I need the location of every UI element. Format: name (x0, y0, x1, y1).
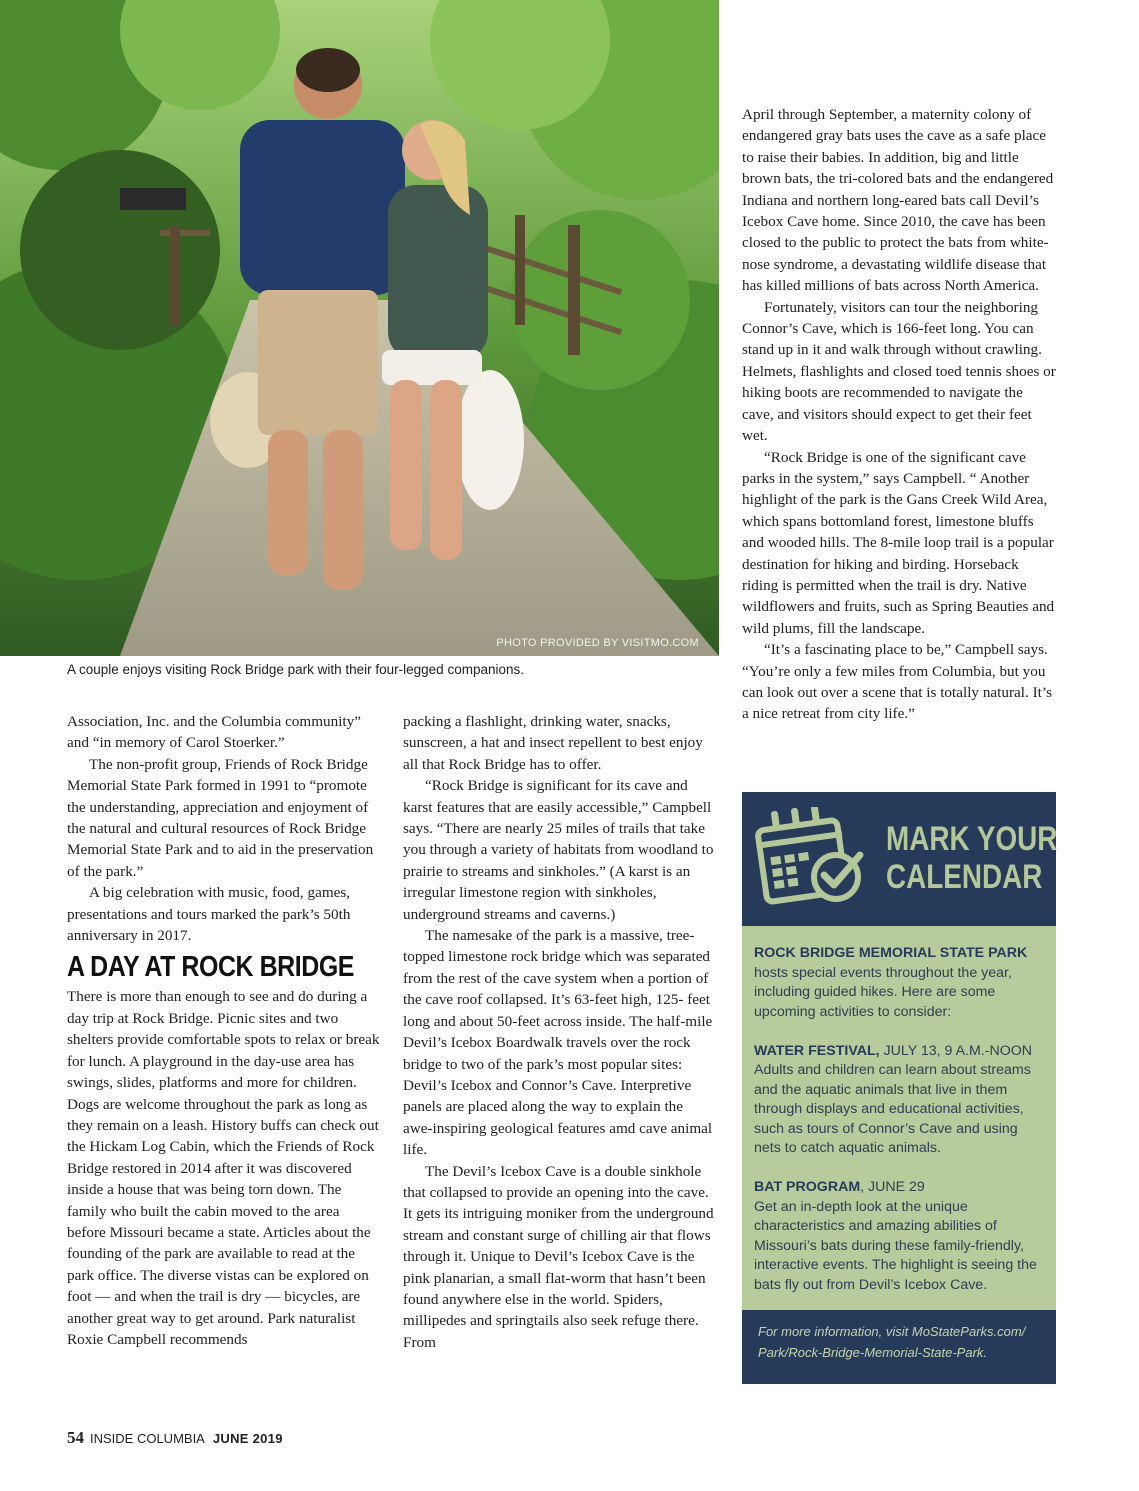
paragraph: “It’s a fascinating place to be,” Campbell says. “You’re only a few miles from Columbia, but you can look out over a scene that is totally natural. It’s a nice retreat from city life.” (742, 641, 1052, 723)
intro-text: hosts special events throughout the year, including guided hikes. Here are some upcoming activities to consider: (754, 964, 1012, 1020)
event-date: , JUNE 29 (860, 1179, 925, 1195)
park-trail-illustration (0, 0, 719, 656)
event-water-festival (754, 1042, 1044, 1159)
more-info-link[interactable]: For more information, visit MoStateParks.com/ (758, 1324, 1026, 1339)
section-heading: A DAY AT ROCK BRIDGE (67, 951, 355, 984)
page-number: 54 (67, 1428, 84, 1447)
sidebar-header (742, 792, 1056, 926)
paragraph: April through September, a maternity colony of endangered gray bats uses the cave as a safe place to raise their babies. In addition, big and little brown bats, the tri-colored bats and the endangered Indiana and northern long-eared bats call Devil’s Icebox Cave home. Since 2010, the cave has been closed to the public to protect the bats from white-nose syndrome, a devastating wildlife disease that has killed millions of bats across North America. (742, 106, 1054, 295)
calendar-check-icon (754, 807, 874, 907)
paragraph: “Rock Bridge is one of the significant cave parks in the system,” says Campbell. “ Another highlight of the park is the Gans Creek Wild Area, which spans bottomland forest, limestone bluffs and wooded hills. The 8-mile loop trail is a popular destination for hiking and birding. Horseback riding is permitted when the trail is dry. Native wildflowers and fruits, such as Spring Beauties and wild plums, fill the landscape. (742, 448, 1055, 637)
issue-date: JUNE 2019 (212, 1431, 283, 1446)
sidebar-title (886, 820, 1057, 896)
magazine-name: INSIDE COLUMBIA (90, 1431, 205, 1446)
paragraph: Fortunately, visitors can tour the neighboring Connor’s Cave, which is 166-feet long. You can stand up in it and walk through without crawling. Helmets, flashlights and closed toed tennis shoes or hiking boots are recommended to navigate the cave, and visitors should expect to get their feet wet. (742, 298, 1056, 445)
sidebar-title-line: CALENDAR (886, 858, 1043, 896)
event-bat-program (754, 1178, 1044, 1295)
paragraph: There is more than enough to see and do during a day trip at Rock Bridge. Picnic sites and two shelters provide comfortable spots to relax or break for lunch. A playground in the day-use area has swings, slides, platforms and more for children. Dogs are welcome throughout the park as long as they remain on a leash. History buffs can check out the Hickam Log Cabin, which the Friends of Rock Bridge restored in 2014 after it was discovered inside a house that was being torn down. The family who built the cabin moved to the area before Missouri became a state. Articles about the founding of the park are available to read at the park office. The diverse vistas can be explored on foot — and when the trail is dry — bicycles, are another great way to get around. Park naturalist Roxie Campbell recommends (67, 988, 380, 1348)
hero-photo (0, 0, 719, 656)
sidebar-footer (742, 1310, 1056, 1384)
mark-your-calendar-sidebar (742, 792, 1056, 1384)
article-column-1 (67, 711, 381, 1350)
event-date: JULY 13, 9 A.M.-NOON (879, 1042, 1033, 1059)
event-description: Get an in-depth look at the unique characteristics and amazing abilities of Missouri’s bats during these family-friendly, interactive events. The highlight is seeing the bats fly out from Devil’s Icebox Cave. (754, 1198, 1037, 1293)
event-name: BAT PROGRAM (754, 1179, 861, 1195)
paragraph: packing a flashlight, drinking water, snacks, sunscreen, a hat and insect repellent to best enjoy all that Rock Bridge has to offer. (403, 713, 703, 773)
page-folio (67, 1428, 283, 1448)
sidebar-body (742, 926, 1056, 1310)
article-column-2 (403, 711, 715, 1353)
paragraph: Association, Inc. and the Columbia community” and “in memory of Carol Stoerker.” (67, 713, 361, 752)
paragraph: The non-profit group, Friends of Rock Bridge Memorial State Park formed in 1991 to “promote the understanding, appreciation and enjoyment of the natural and cultural resources of Rock Bridge Memorial State Park and to aid in the preservation of the park.” (67, 755, 374, 880)
event-description: Adults and children can learn about streams and the aquatic animals that live in them through displays and educational activities, such as tours of Connor’s Cave and using nets to catch aquatic animals. (754, 1062, 1031, 1156)
photo-caption: A couple enjoys visiting Rock Bridge park with their four-legged companions. (67, 662, 524, 677)
paragraph: A big celebration with music, food, games, presentations and tours marked the park’s 50th anniversary in 2017. (67, 884, 351, 945)
event-name: WATER FESTIVAL, (754, 1042, 880, 1059)
photo-credit: PHOTO PROVIDED BY VISITMO.COM (496, 637, 699, 649)
article-column-3 (742, 104, 1056, 725)
paragraph: The namesake of the park is a massive, tree-topped limestone rock bridge which was separated from the rest of the cave system when a portion of the cave roof collapsed. It’s 63-feet high, 125- feet long and about 50-feet across inside. The half-mile Devil’s Icebox Boardwalk travels over the rock bridge to two of the park’s most popular sites: Devil’s Icebox and Connor’s Cave. Interpretive panels are placed along the way to explain the awe-inspiring geological features amd cave animal life. (403, 927, 713, 1159)
sidebar-title-line: MARK YOUR (886, 820, 1058, 858)
paragraph: The Devil’s Icebox Cave is a double sinkhole that collapsed to provide an opening into the cave. It gets its intriguing moniker from the underground stream and constant surge of chilling air that flows through it. Unique to Devil’s Icebox Cave is the pink planarian, a small flat-worm that hasn’t been found anywhere else in the world. Spiders, millipedes and springtails also seek refuge there. From (403, 1162, 714, 1351)
park-name: ROCK BRIDGE MEMORIAL STATE PARK (754, 945, 1028, 961)
paragraph: “Rock Bridge is significant for its cave and karst features that are easily accessible,” Campbell says. “There are nearly 25 miles of trails that take you through a variety of habitats from woodland to prairie to streams and sinkholes.” (A karst is an irregular limestone region with sinkholes, underground streams and caverns.) (403, 777, 714, 923)
sidebar-intro (754, 944, 1044, 1022)
more-info-link[interactable]: Park/Rock-Bridge-Memorial-State-Park. (758, 1345, 988, 1360)
